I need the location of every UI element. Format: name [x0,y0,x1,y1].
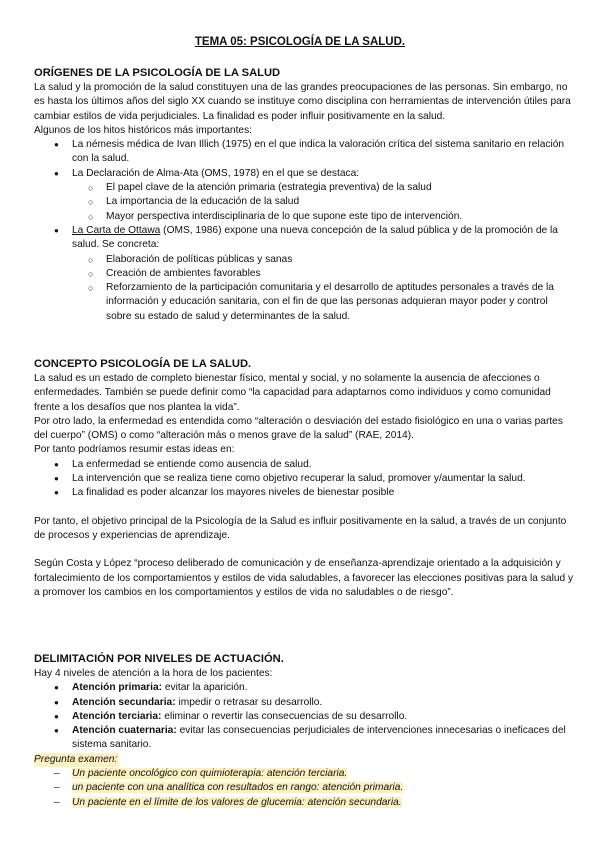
origenes-intro: La salud y la promoción de la salud constituyen una de las grandes preocupaciones de las personas. Sin embargo, no es hasta los últimos años del siglo XX cuando se instituye como disciplina con herramientas de intervención útiles para cambiar estilos de vida perjudiciales. La finalidad es poder influir positivamente en la salud. [34,82,571,122]
document-title: TEMA 05: PSICOLOGÍA DE LA SALUD. [194,36,406,48]
exam-item [34,796,574,810]
concepto-p3: Por tanto podríamos resumir estas ideas en: [34,444,235,456]
nivel-desc: evitar la aparición. [162,682,248,694]
exam-item [34,781,574,795]
nivel-term: Atención primaria: [72,682,163,694]
nivel-desc: evitar las consecuencias perjudiciales de intervenciones innecesarias o ineficaces del sistema sanitario. [72,725,566,751]
section-origenes [34,66,574,324]
exam-item [34,767,574,781]
concepto-p2: Por otro lado, la enfermedad es entendida como “alteración o desviación del estado fisiológico en una o varias partes del cuerpo” (OMS) o como “alteración más o menos grave de la salud” (RAE, 2014). [34,415,563,442]
nivel-desc: impedir o retrasar su desarrollo. [175,696,323,708]
heading-origenes: ORÍGENES DE LA PSICOLOGÍA DE LA SALUD [34,67,281,79]
heading-concepto: CONCEPTO PSICOLOGÍA DE LA SALUD. [34,358,252,370]
nivel-term: Atención secundaria: [72,696,176,708]
alma-ata-item: ○ Mayor perspectiva interdisciplinaria de lo que supone este tipo de intervención. [34,210,574,224]
nivel-term: Atención terciaria: [72,710,162,722]
alma-ata-item: ○ El papel clave de la atención primaria (estrategia preventiva) de la salud [34,181,574,195]
ottawa-link[interactable]: La Carta de Ottawa [72,224,161,236]
exam-list [34,767,574,810]
hito-illich: ● La némesis médica de Ivan Illich (1975) en el que indica la valoración crítica del sistema sanitario en relación con la salud. [34,138,574,167]
concepto-item: ● La intervención que se realiza tiene como objetivo recuperar la salud, promover y/aumentar la salud. [34,472,574,486]
ottawa-item: ○ Reforzamiento de la participación comunitaria y el desarrollo de aptitudes personales a través de la información y educación sanitaria, con el fin de que las personas adquieran mayor poder y control sobre su estado de salud y determinantes de la salud. [34,281,574,324]
exam-label: Pregunta examen: [34,753,119,767]
exam-item-text: Un paciente en el límite de los valores de glucemia: atención secundaria. [72,796,402,808]
hito-alma-ata: ● La Declaración de Alma-Ata (OMS, 1978) en el que se destaca: [34,167,574,181]
concepto-p1: La salud es un estado de completo bienestar físico, mental y social, y no solamente la ausencia de afecciones o enfermedades. También se puede definir como “la capacidad para adaptarnos como individuos y como comunidad frente a los desafíos que nos plantea la vida”. [34,373,551,413]
niveles-list [34,681,574,752]
ottawa-item: ○ Elaboración de políticas públicas y sanas [34,253,574,267]
hitos-intro: Algunos de los hitos históricos más importantes: [34,124,253,136]
nivel-item [34,724,574,753]
ottawa-item: ○ Creación de ambientes favorables [34,267,574,281]
nivel-item [34,696,574,710]
nivel-term: Atención cuaternaria: [72,725,177,737]
nivel-item [34,710,574,724]
nivel-item [34,681,574,695]
section-concepto [34,357,574,600]
hito-ottawa [34,224,574,253]
concepto-p4: Por tanto, el objetivo principal de la Psicología de la Salud es influir positivamente en la salud, a través de un conjunto de procesos y experiencias de aprendizaje. [34,515,567,541]
alma-ata-item: ○ La importancia de la educación de la salud [34,195,574,209]
heading-delimitacion: DELIMITACIÓN POR NIVELES DE ACTUACIÓN. [34,653,284,665]
ottawa-text: (OMS, 1986) expone una nueva concepción de la salud pública y de la promoción de la salud. Se concreta: [72,224,558,251]
concepto-item: ● La finalidad es poder alcanzar los mayores niveles de bienestar posible [34,486,574,500]
concepto-item: ● La enfermedad se entiende como ausencia de salud. [34,458,574,472]
delimitacion-intro: Hay 4 niveles de atención a la hora de los pacientes: [34,668,273,679]
concepto-p5: Según Costa y López “proceso deliberado de comunicación y de enseñanza-aprendizaje orientado a la adquisición y fortalecimiento de los comportamientos y estilos de vida saludables, a favorecer las elecciones positivas para la salud y a promover los cambios en los comportamientos y estilos de vida no saludables o de riesgo”. [34,558,574,598]
exam-item-text: un paciente con una analítica con resultados en rango: atención primaria. [72,782,404,794]
hitos-list [34,138,574,324]
section-delimitacion [34,652,574,810]
concepto-list [34,458,574,501]
exam-item-text: Un paciente oncológico con quimioterapia: atención terciaria. [72,768,348,780]
nivel-desc: eliminar o revertir las consecuencias de su desarrollo. [161,710,408,722]
